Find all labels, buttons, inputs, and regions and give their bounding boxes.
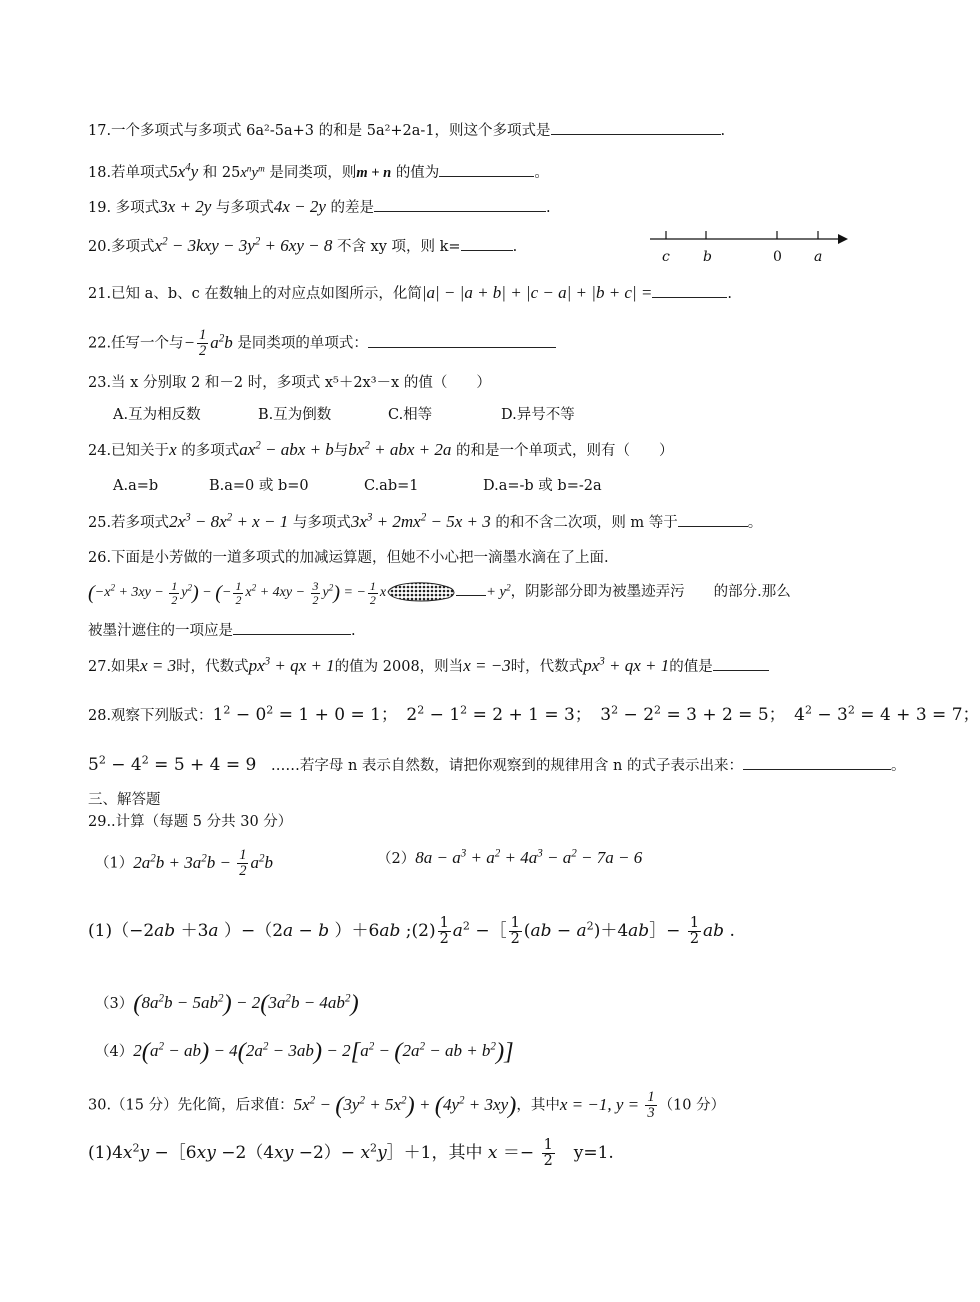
q18-tail: 的值为	[395, 165, 440, 181]
question-26	[88, 548, 609, 568]
number-line-label-c: c	[662, 249, 670, 265]
number-line-axis	[648, 222, 858, 272]
q28-answer-blank[interactable]	[743, 755, 891, 770]
q18-post: 是同类项，则	[269, 165, 357, 181]
q25-post: 的和不含二次项，则 m 等于	[495, 515, 678, 531]
q21-pre: 21.已知 a、b、c 在数轴上的对应点如图所示，化简	[88, 286, 422, 302]
number-line	[648, 222, 858, 272]
q28-line2-post: ……若字母 n 表示自然数，请把你观察到的规律用含 n 的式子表示出来：	[270, 758, 743, 774]
q22-answer-blank[interactable]	[368, 333, 556, 348]
q29-part3: $(3)(8a^2b - 5ab^2) - 2(3a^2b - 4ab^2)$	[95, 990, 359, 1017]
q17-text: 17.一个多项式与多项式 6a²-5a+3 的和是 5a²+2a-1，则这个多项式是	[88, 123, 551, 139]
q19-end: .	[546, 200, 551, 216]
question-30-1: $(1)4x^2y$ −［6xy $-2(4xy -2)- x^2y]+1$，其中 x ＝− $\frac{1}{2}$ y=1.	[88, 1137, 614, 1170]
q29-p4-label: （4）	[95, 1044, 134, 1060]
number-line-label-b: b	[703, 249, 712, 265]
q23-option-d[interactable]: D.异号不等	[501, 407, 575, 423]
q25-end: 。	[747, 515, 763, 531]
section-3-title	[88, 790, 161, 810]
q20-end: .	[512, 239, 518, 255]
q21-answer-blank[interactable]	[652, 283, 727, 298]
q25-mid: 与多项式	[292, 515, 351, 531]
number-line-label-a: a	[814, 249, 823, 265]
q20-pre: 20.多项式	[88, 239, 155, 255]
q23-options	[113, 405, 575, 425]
question-27: 27.如果x = 3时，代数式$px^3$ + qx + 1的值为 2008，则当x = −3时，代数式$px^3$ + qx + 1的值是	[88, 656, 769, 677]
q30-post: （10 分）	[658, 1097, 726, 1114]
q29-part2: $(2)8a - a^3 + a^2 + 4a^3 - a^2 - 7a - 6$	[377, 847, 643, 867]
q30b-pre: (1)	[88, 1143, 113, 1164]
q24-option-a[interactable]: A.a=b	[113, 478, 159, 494]
ink-blot-image	[386, 581, 456, 603]
q30-mid: ，其中	[516, 1097, 560, 1114]
q29-p3-label: （3）	[95, 996, 134, 1012]
question-28: 28.观察下列版式：$1^2 - 0^2 = 1 + 0 = 1$； $2^2 - 1^2 = 2 + 1 = 3$； $3^2 - 2^2 = 3 + 2 = 5$； $4^2 - 3^2 = 4 + 3 = 7$；	[88, 703, 980, 725]
q25-pre: 25.若多项式	[88, 515, 170, 531]
q24-option-d[interactable]: D.a=-b 或 b=-2a	[483, 478, 602, 494]
q29-line-ab: (1)（−2ab ＋3a ）−（2a − b ）＋6ab ;(2) $\frac{1}{2}$ $a^2$ −［ $\frac{1}{2}$ $(ab - a^2)+4ab]-$ $\frac{1}{2}$ ab .	[88, 915, 735, 948]
q30b-post: y=1.	[573, 1143, 614, 1164]
question-23	[88, 373, 491, 393]
section-3-title-text: 三、解答题	[88, 792, 161, 808]
q30-pre: 30.（15 分）先化简，后求值：	[88, 1097, 294, 1114]
q17-answer-blank[interactable]	[551, 120, 721, 135]
q24-option-b[interactable]: B.a=0 或 b=0	[209, 478, 309, 494]
q23-option-b[interactable]: B.互为倒数	[258, 407, 332, 423]
q18-answer-blank[interactable]	[439, 162, 534, 177]
q18-end: 。	[534, 165, 549, 181]
q28-line2: $5^2 - 4^2 = 5 + 4 = 9$ ……若字母 n 表示自然数，请把你观察到的规律用含 n 的式子表示出来： 。	[88, 753, 906, 775]
question-24: 24.已知关于x 的多项式$ax^2$ − abx + b与$bx^2$ + abx + 2a 的和是一个单项式，则有（ ）	[88, 439, 674, 459]
question-30: 30.（15 分）先化简，后求值：$5x^2 - (3y^2 + 5x^2) + (4y^2 + 3xy)$，其中x = −1, y = $\frac{1}{3}$ （10 分）	[88, 1089, 726, 1122]
q19-pre: 19. 多项式	[88, 200, 160, 216]
q27-mid2: 的值为 2008，则当	[334, 659, 464, 675]
q29-part4: $(4)2(a^2 - ab) - 4(2a^2 - 3ab) - 2[a^2 - (2a^2$ − ab + $b^2$)]	[95, 1038, 514, 1065]
question-29-title	[88, 812, 292, 832]
question-22: 22.任写一个与− $\frac{1}{2}$ $a^2b$ 是同类项的单项式：	[88, 328, 556, 359]
q20-post: 不含 xy 项，则 k=	[336, 239, 461, 255]
q24-post: 的和是一个单项式，则有（ ）	[455, 443, 674, 459]
q29-title-text: 29..计算（每题 5 分共 30 分）	[88, 814, 293, 830]
q27-mid1: 时，代数式	[176, 659, 249, 675]
q26-expression: ($-x^2 + 3xy$ − $\frac{1}{2}$ $y^2$) − (− $\frac{1}{2}$ $x^2 + 4xy$ − $\frac{3}{2}$ $y^2$) = − $\frac{1}{2}$ $x + y^2$，阴影部分即为被墨迹弄污 的部分.那么	[88, 579, 791, 607]
q28-end: 。	[891, 758, 906, 774]
q26-line1: 26.下面是小芳做的一道多项式的加减运算题，但她不小心把一滴墨水滴在了上面.	[88, 550, 609, 566]
number-line-label-0: 0	[773, 249, 782, 265]
question-25: 25.若多项式$2x^3 - 8x^2 + x - 1$ 与多项式$3x^3 + 2mx^2 - 5x + 3$ 的和不含二次项，则 m 等于 。	[88, 511, 763, 531]
question-19: 19. 多项式3x + 2y 与多项式4x − 2y 的差是 .	[88, 197, 551, 216]
q28-pre: 28.观察下列版式：	[88, 708, 213, 724]
q29-p2-label: （2）	[377, 851, 416, 867]
q18-pre: 18.若单项式	[88, 165, 170, 181]
q19-mid: 与多项式	[215, 200, 274, 216]
q21-end: .	[727, 286, 732, 302]
q22-post: 是同类项的单项式：	[237, 335, 368, 352]
q26-answer-blank[interactable]	[233, 620, 351, 635]
q19-answer-blank[interactable]	[374, 197, 546, 212]
q23-option-a[interactable]: A.互为相反数	[113, 407, 201, 423]
q24-options	[113, 476, 602, 496]
q27-mid3: 时，代数式	[510, 659, 584, 675]
q29-part1: $(1)2a^2b + 3a^2b$ − $\frac{1}{2}$ $a^2b$	[95, 847, 274, 880]
q29-p1-label: （1）	[95, 855, 134, 872]
q27-answer-blank[interactable]	[713, 656, 769, 671]
question-18: 18.若单项式$5x^4y$ 和 $25x^ny^m$ 是同类项，则m + n 的值为 。	[88, 161, 549, 181]
q26-line3	[88, 620, 356, 641]
q27-post: 的值是	[669, 659, 713, 675]
q27-pre: 27.如果	[88, 659, 141, 675]
q20-answer-blank[interactable]	[461, 236, 513, 251]
q19-post: 的差是	[330, 200, 375, 216]
q17-end: .	[720, 123, 726, 139]
q26-line3-text: 被墨汁遮住的一项应是	[88, 623, 233, 639]
q22-pre: 22.任写一个与	[88, 335, 184, 352]
q23-option-c[interactable]: C.相等	[388, 407, 433, 423]
q25-answer-blank[interactable]	[678, 512, 748, 527]
q26-line2-post: ，阴影部分即为被墨迹弄污 的部分.那么	[510, 584, 791, 601]
question-17	[88, 120, 725, 141]
q24-pre: 24.已知关于	[88, 443, 170, 459]
question-20: 20.多项式$x^2 - 3kxy - 3y^2 + 6xy - 8$ 不含 xy 项，则 k= .	[88, 235, 518, 255]
q26-hidden-term-line	[456, 581, 486, 596]
q24-option-c[interactable]: C.ab=1	[364, 478, 419, 494]
q18-mid: 和	[202, 165, 218, 181]
q26-end: .	[351, 623, 356, 639]
q23-text: 23.当 x 分别取 2 和－2 时，多项式 x⁵＋2x³－x 的值（ ）	[88, 375, 491, 391]
question-21: 21.已知 a、b、c 在数轴上的对应点如图所示，化简|a| − |a + b| + |c − a| + |b + c| = .	[88, 283, 732, 302]
